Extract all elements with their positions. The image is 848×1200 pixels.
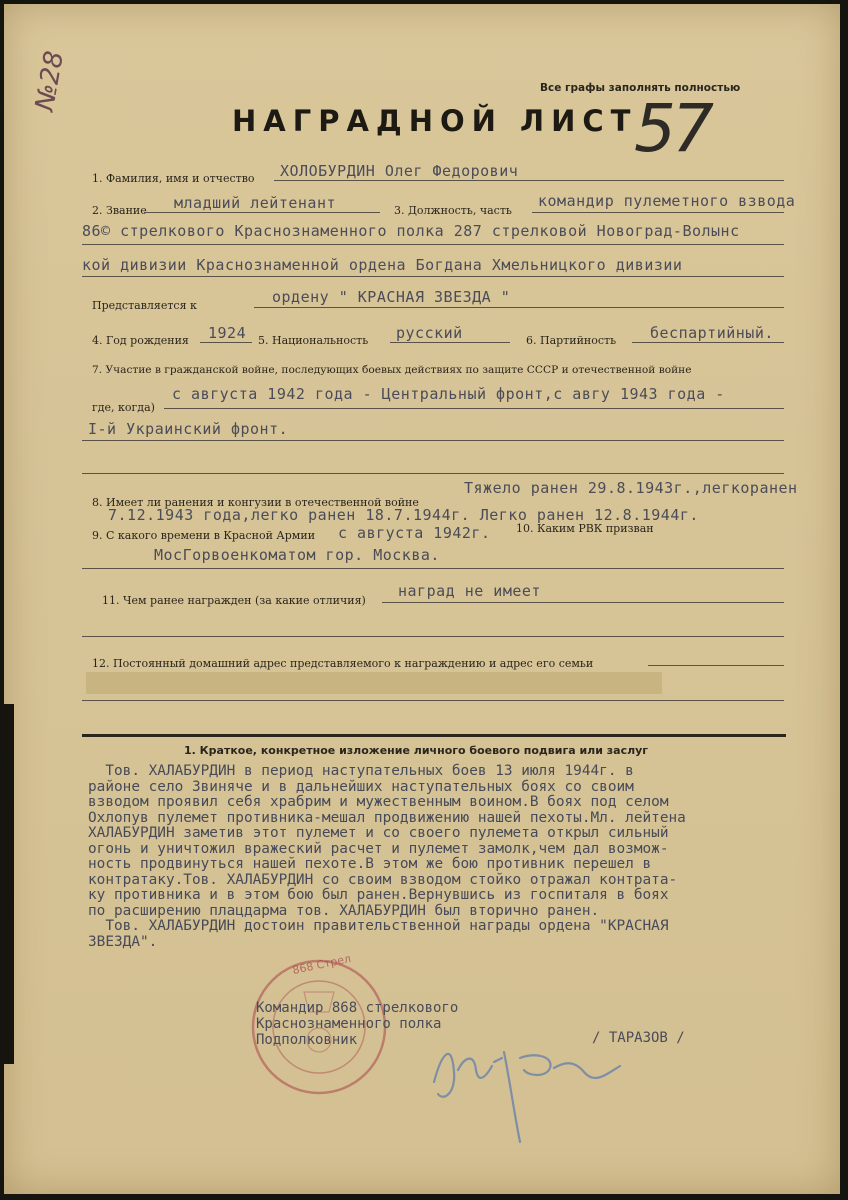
handwritten-number: 57 bbox=[634, 90, 710, 167]
citation-line: ХАЛАБУРДИН заметив этот пулемет и со своего пулемета открыл сильный bbox=[88, 825, 669, 841]
field-3-underline-1 bbox=[532, 212, 784, 213]
field-12-label: 12. Постоянный домашний адрес представляемого к награждению и адрес его семьи bbox=[92, 657, 594, 670]
citation-line: по расширению плацдарма тов. ХАЛАБУРДИН был вторично ранен. bbox=[88, 902, 600, 919]
signatory-name: / ТАРАЗОВ / bbox=[592, 1030, 685, 1046]
signatory-line-3: Подполковник bbox=[256, 1032, 358, 1048]
field-1-value: ХОЛОБУРДИН Олег Федорович bbox=[280, 162, 519, 180]
citation-line: ность продвинуться нашей пехоте.В этом же бою противник перешел в bbox=[88, 856, 652, 872]
field-2-underline bbox=[144, 212, 380, 213]
citation-line: Тов. ХАЛАБУРДИН достоин правительственной награды ордена "КРАСНАЯ bbox=[88, 918, 669, 934]
field-10-value: МосГорвоенкоматом гор. Москва. bbox=[154, 546, 440, 564]
section-divider bbox=[82, 734, 786, 737]
field-3-underline-3 bbox=[82, 276, 784, 277]
field-3-value-line-1: командир пулеметного взвода bbox=[538, 192, 796, 210]
citation-line: ку противника и в этом бою был ранен.Вернувшись из госпиталя в боях bbox=[88, 887, 669, 903]
citation-line: ЗВЕЗДА". bbox=[88, 933, 158, 950]
field-7-value-line-1: с августа 1942 года - Центральный фронт,с авгу 1943 года - bbox=[172, 385, 725, 403]
field-3-label: 3. Должность, часть bbox=[394, 204, 512, 217]
field-4-value: 1924 bbox=[208, 324, 247, 342]
citation-line: огонь и уничтожил вражеский расчет и пулемет замолк,чем дал возмож- bbox=[88, 840, 669, 857]
field-11-label: 11. Чем ранее награжден (за какие отличия) bbox=[102, 594, 366, 607]
sheet-edge-shadow bbox=[4, 704, 14, 1064]
citation-line: районе село Звиняче и в дальнейших наступательных боях со своим bbox=[88, 778, 634, 795]
field-6-underline bbox=[632, 342, 784, 343]
field-12-underline-1 bbox=[648, 665, 784, 666]
fill-instruction: Все графы заполнять полностью bbox=[540, 82, 741, 94]
field-4-underline bbox=[200, 342, 252, 343]
field-10-label: 10. Каким РВК призван bbox=[516, 522, 654, 535]
field-11-underline-2 bbox=[82, 636, 784, 637]
citation-line: Охлопув пулемет противника-мешал продвижению нашей пехоты.Мл. лейтена bbox=[88, 809, 686, 826]
field-9-value: с августа 1942г. bbox=[338, 524, 491, 542]
field-4-label: 4. Год рождения bbox=[92, 334, 189, 347]
citation-line: взводом проявил себя храбрим и мужественным воином.В боях под селом bbox=[88, 794, 669, 810]
signatory-line-1: Командир 868 стрелкового bbox=[256, 1000, 459, 1016]
presented-value: ордену " КРАСНАЯ ЗВЕЗДА " bbox=[272, 288, 511, 306]
field-11-underline bbox=[382, 602, 784, 603]
field-3-value-line-3: кой дивизии Краснознаменной ордена Богдана Хмельницкого дивизии bbox=[82, 256, 683, 274]
field-7-underline-1 bbox=[164, 408, 784, 409]
stamp-text: 868 Стрел bbox=[291, 951, 353, 978]
field-1-underline bbox=[274, 180, 784, 181]
field-1-label: 1. Фамилия, имя и отчество bbox=[92, 172, 255, 185]
page-title: НАГРАДНОЙ ЛИСТ bbox=[232, 104, 638, 138]
citation-line: контратаку.Тов. ХАЛАБУРДИН со своим взводом стойко отражал контрата- bbox=[88, 871, 678, 888]
field-7-underline-3 bbox=[82, 473, 784, 474]
field-7-label-1: 7. Участие в гражданской войне, последующих боевых действиях по защите СССР и отечественной войне bbox=[92, 364, 692, 376]
field-5-value: русский bbox=[396, 324, 463, 342]
field-8-label: 8. Имеет ли ранения и конгузии в отечественной войне bbox=[92, 496, 419, 509]
handwritten-signature bbox=[424, 1022, 654, 1152]
field-7-label-2: где, когда) bbox=[92, 401, 155, 414]
field-11-value: наград не имеет bbox=[398, 582, 541, 600]
award-sheet bbox=[4, 4, 840, 1194]
field-3-underline-2 bbox=[82, 244, 784, 245]
field-7-value-line-2: I-й Украинский фронт. bbox=[88, 420, 289, 438]
pencil-archive-mark: №28 bbox=[30, 48, 70, 114]
field-8-value-line-1: Тяжело ранен 29.8.1943г.,легкоранен bbox=[464, 479, 798, 497]
field-12-underline-2 bbox=[82, 700, 784, 701]
field-2-label: 2. Звание bbox=[92, 204, 147, 217]
section-title: 1. Краткое, конкретное изложение личного боевого подвига или заслуг bbox=[184, 744, 649, 757]
citation-line: Тов. ХАЛАБУРДИН в период наступательных боев 13 июля 1944г. в bbox=[88, 763, 634, 779]
field-5-label: 5. Национальность bbox=[258, 334, 369, 347]
field-10-underline bbox=[82, 568, 784, 569]
redacted-address bbox=[86, 672, 662, 694]
field-8-value-line-2: 7.12.1943 года,легко ранен 18.7.1944г. Легко ранен 12.8.1944г. bbox=[108, 506, 699, 524]
field-9-label: 9. С какого времени в Красной Армии bbox=[92, 529, 316, 542]
signatory-line-2: Краснознаменного полка bbox=[256, 1016, 442, 1032]
field-7-underline-2 bbox=[82, 440, 784, 441]
field-5-underline bbox=[390, 342, 510, 343]
presented-underline bbox=[254, 307, 784, 308]
citation-text bbox=[88, 764, 686, 950]
field-6-label: 6. Партийность bbox=[526, 334, 617, 347]
presented-label: Представляется к bbox=[92, 299, 197, 312]
field-3-value-line-2: 86© стрелкового Краснознаменного полка 287 стрелковой Новоград-Волынс bbox=[82, 222, 740, 240]
field-2-value: младший лейтенант bbox=[174, 194, 337, 212]
field-6-value: беспартийный. bbox=[650, 324, 774, 342]
